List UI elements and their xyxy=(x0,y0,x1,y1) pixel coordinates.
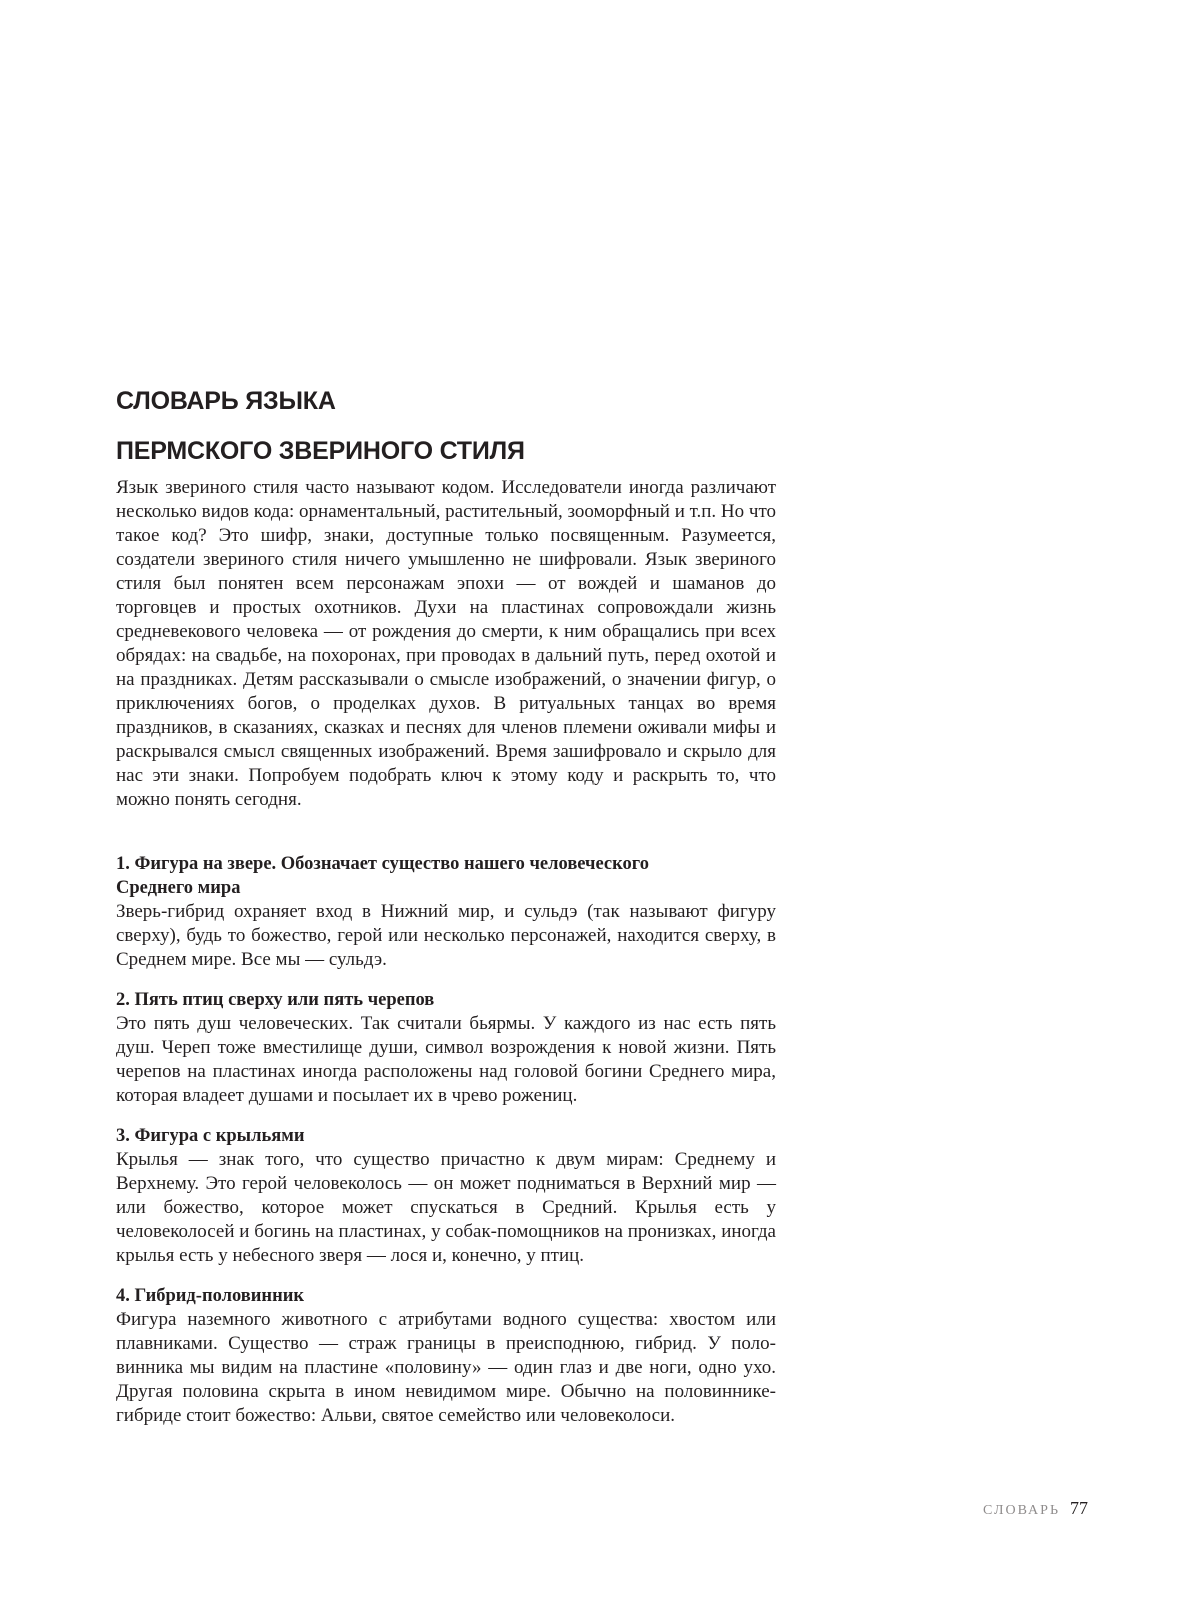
entry-text: Крылья — знак того, что существо причастно к двум мирам: Среднему и Верхнему. Это герой человеколось — он может подниматься в Верхний мир — или божество, которое может спускаться в Средний. Крылья есть у человеколосей и богинь на пластинах, у собак-помощников на пронизках, иногда крылья есть у небесного зверя — лося и, конечно, у птиц. xyxy=(116,1149,776,1266)
running-section-title: СЛОВАРЬ xyxy=(983,1503,1060,1518)
entry-text: Фигура наземного животного с атрибутами водного существа: хвостом или плавниками. Существо — страж границы в преисподнюю, гибрид. У половинника мы видим на пластине «половину» — один глаз и две ноги, одно ухо. Другая половина скрыта в ином невидимом мире. Обычно на половиннике-гибриде стоит божество: Альви, святое семейство или человеколоси. xyxy=(116,1309,776,1426)
dictionary-entry xyxy=(116,852,776,972)
entry-heading: 2. Пять птиц сверху или пять черепов xyxy=(116,990,435,1010)
dictionary-entry xyxy=(116,988,776,1108)
dictionary-entry xyxy=(116,1284,776,1428)
entry-heading: 3. Фигура с крыльями xyxy=(116,1126,305,1146)
entry-heading: 4. Гибрид-половинник xyxy=(116,1286,305,1306)
entry-heading-line-2: Среднего мира xyxy=(116,878,241,898)
intro-paragraph: Язык звериного стиля часто называют кодом. Исследователи иногда различают несколько видов кода: орнаментальный, растительный, зооморфный и т.п. Но что такое код? Это шифр, знаки, доступные только посвященным. Разумеется, создатели звериного стиля ничего умышленно не шифровали. Язык звериного стиля был понятен всем персонажам эпохи — от вождей и шаманов до торговцев и простых охотников. Духи на пластинах сопровождали жизнь средневекового человека — от рождения до смерти, к ним обращались при всех обрядах: на свадьбе, на похоронах, при проводах в дальний путь, перед охотой и на праздниках. Детям рассказывали о смысле изображений, о значении фигур, о приключениях богов, о проделках духов. В ритуальных танцах во время праздников, в сказаниях, сказках и песнях для членов племени оживали мифы и раскрывался смысл священных изображений. Время зашифровало и скрыло для нас эти знаки. Попробуем подобрать ключ к этому коду и раскрыть то, что можно понять сегодня. xyxy=(116,477,776,810)
title-line-1: СЛОВАРЬ ЯЗЫКА xyxy=(116,387,336,415)
dictionary-entries xyxy=(116,852,776,1444)
entry-heading-line-1: 1. Фигура на звере. Обозначает существо нашего человеческого xyxy=(116,854,649,874)
page-number: 77 xyxy=(1070,1498,1088,1518)
entry-text: Это пять душ человеческих. Так считали бьярмы. У каждого из нас есть пять душ. Череп тоже вместилище души, символ возрождения к новой жизни. Пять черепов на пластинах иногда расположены над головой богини Среднего мира, которая владеет душами и посылает их в чрево рожениц. xyxy=(116,1013,776,1106)
page-footer xyxy=(983,1498,1088,1519)
dictionary-entry xyxy=(116,1124,776,1268)
entry-heading xyxy=(116,852,776,900)
page-title xyxy=(116,376,525,476)
intro-section xyxy=(116,476,776,812)
entry-text: Зверь-гибрид охраняет вход в Нижний мир, и сульдэ (так называют фигуру сверху), будь то божество, герой или несколько персонажей, находится сверху, в Среднем мире. Все мы — сульдэ. xyxy=(116,901,776,970)
title-line-2: ПЕРМСКОГО ЗВЕРИНОГО СТИЛЯ xyxy=(116,437,525,465)
